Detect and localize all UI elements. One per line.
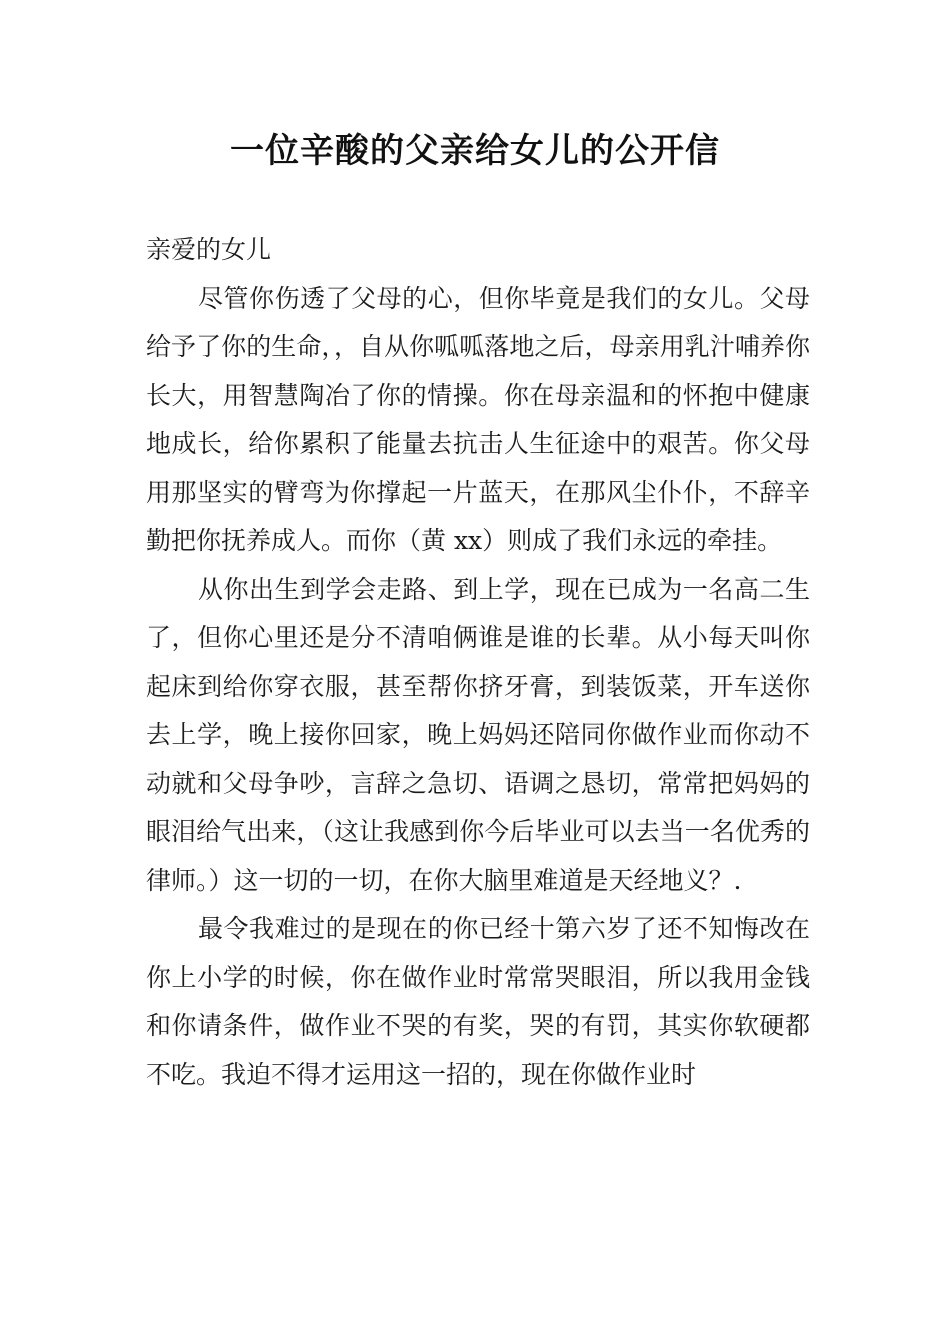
- document-title: 一位辛酸的父亲给女儿的公开信: [230, 131, 720, 171]
- salutation: 亲爱的女儿: [146, 235, 272, 264]
- paragraph-3: 最令我难过的是现在的你已经十第六岁了还不知悔改在你上小学的时候，你在做作业时常常哭眼泪，所以我用金钱和你请条件，做作业不哭的有奖，哭的有罚，其实你软硬都不吃。我迫不得才运用这一招的，现在你做作业时: [146, 914, 810, 1089]
- letter-body: [146, 226, 810, 1099]
- paragraph-2: 从你出生到学会走路、到上学，现在已成为一名高二生了，但你心里还是分不清咱俩谁是谁的长辈。从小每天叫你起床到给你穿衣服，甚至帮你挤牙膏，到装饭菜，开车送你去上学，晚上接你回家，晚上妈妈还陪同你做作业而你动不动就和父母争吵，言辞之急切、语调之恳切，常常把妈妈的眼泪给气出来，（这让我感到你今后毕业可以去当一名优秀的律师。）这一切的一切，在你大脑里难道是天经地义？.: [146, 574, 810, 895]
- paragraph-1: 尽管你伤透了父母的心，但你毕竟是我们的女儿。父母给予了你的生命，，自从你呱呱落地之后，母亲用乳汁哺养你长大，用智慧陶冶了你的情操。你在母亲温和的怀抱中健康地成长，给你累积了能量去抗击人生征途中的艰苦。你父母用那坚实的臂弯为你撑起一片蓝天，在那风尘仆仆，不辞辛勤把你抚养成人。而你（黄 xx）则成了我们永远的牵挂。: [146, 283, 810, 555]
